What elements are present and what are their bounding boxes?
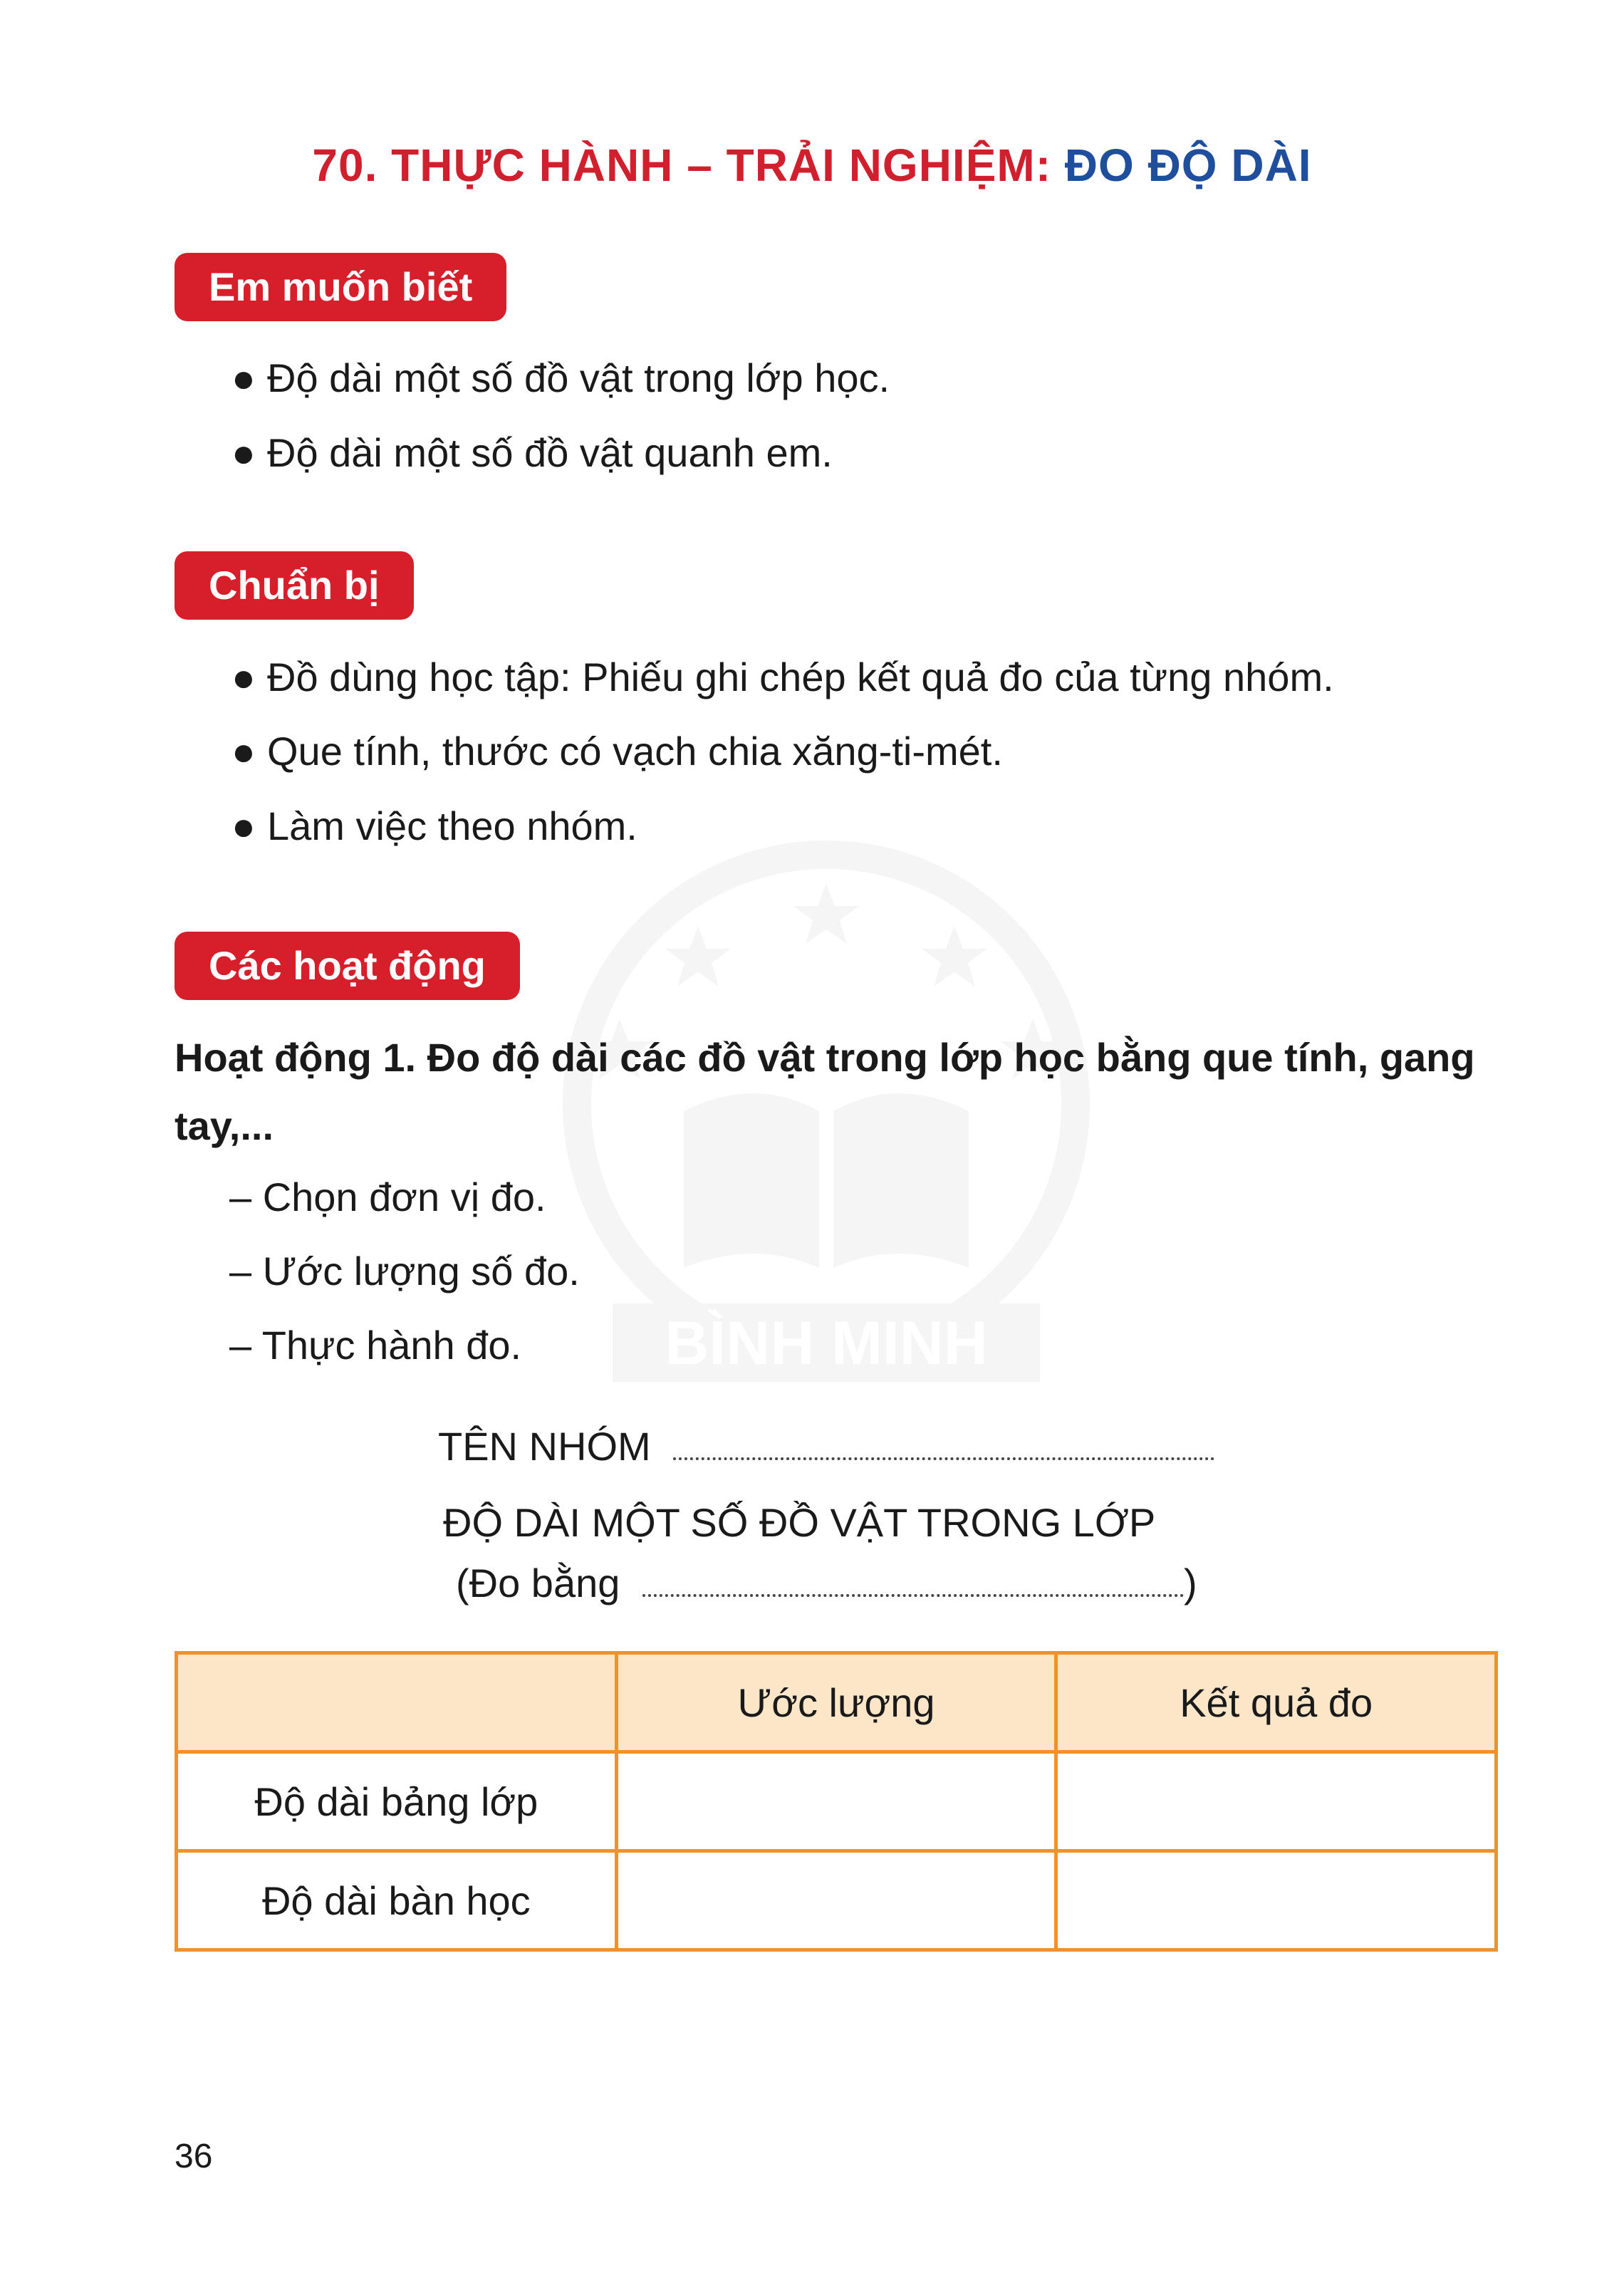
result-cell	[1056, 1851, 1497, 1950]
table-header-row	[177, 1653, 1497, 1752]
estimate-cell	[616, 1752, 1056, 1851]
list-item: ● Que tính, thước có vạch chia xăng-ti-mét.	[231, 729, 1003, 774]
bullet-icon: ●	[231, 729, 256, 774]
result-cell	[1056, 1752, 1497, 1851]
header-cell	[177, 1653, 617, 1752]
list-item: ● Đồ dùng học tập: Phiếu ghi chép kết quả đo của từng nhóm.	[231, 655, 1334, 699]
estimate-cell	[616, 1851, 1056, 1950]
page-number: 36	[175, 2138, 213, 2175]
list-item: ● Độ dài một số đồ vật quanh em.	[231, 430, 833, 475]
bullet-icon: ●	[231, 430, 256, 475]
row-label: Độ dài bảng lớp	[177, 1752, 617, 1851]
lesson-title	[0, 139, 1624, 192]
header-cell-result: Kết quả đo	[1056, 1653, 1497, 1752]
row-label: Độ dài bàn học	[177, 1851, 617, 1950]
lesson-title-blue: ĐO ĐỘ DÀI	[1064, 140, 1312, 191]
measure-unit-blank	[642, 1581, 1184, 1597]
header-cell-estimate: Ước lượng	[616, 1653, 1056, 1752]
activity-step: – Chọn đơn vị đo.	[229, 1175, 546, 1219]
list-item: ● Độ dài một số đồ vật trong lớp học.	[231, 355, 890, 400]
group-name-blank	[673, 1444, 1214, 1460]
section-tag-chuan-bi: Chuẩn bị	[175, 551, 414, 620]
section-tag-cac-hoat-dong: Các hoạt động	[175, 932, 520, 1000]
measure-unit-close: )	[1183, 1561, 1197, 1605]
result-table	[175, 1651, 1498, 1952]
watermark-text: BÌNH MINH	[665, 1309, 988, 1378]
table-row	[177, 1851, 1497, 1950]
activity-step: – Thực hành đo.	[229, 1323, 522, 1368]
section-tag-em-muon-biet: Em muốn biết	[175, 253, 506, 321]
bullet-icon: ●	[231, 355, 256, 400]
activity-1-heading: Hoạt động 1. Đo độ dài các đồ vật trong lớp học bằng que tính, gang tay,...	[175, 1035, 1475, 1148]
group-name-line	[438, 1423, 1214, 1469]
bullet-icon: ●	[231, 803, 256, 848]
measure-unit-line	[456, 1560, 1197, 1606]
worksheet-heading: ĐỘ DÀI MỘT SỐ ĐỒ VẬT TRONG LỚP	[443, 1500, 1156, 1545]
table-row	[177, 1752, 1497, 1851]
measure-unit-label: (Đo bằng	[456, 1561, 620, 1605]
bullet-icon: ●	[231, 655, 256, 699]
group-name-label: TÊN NHÓM	[438, 1424, 651, 1469]
lesson-title-red: 70. THỰC HÀNH – TRẢI NGHIỆM:	[312, 140, 1052, 191]
activity-step: – Ước lượng số đo.	[229, 1249, 580, 1293]
list-item: ● Làm việc theo nhóm.	[231, 803, 637, 848]
